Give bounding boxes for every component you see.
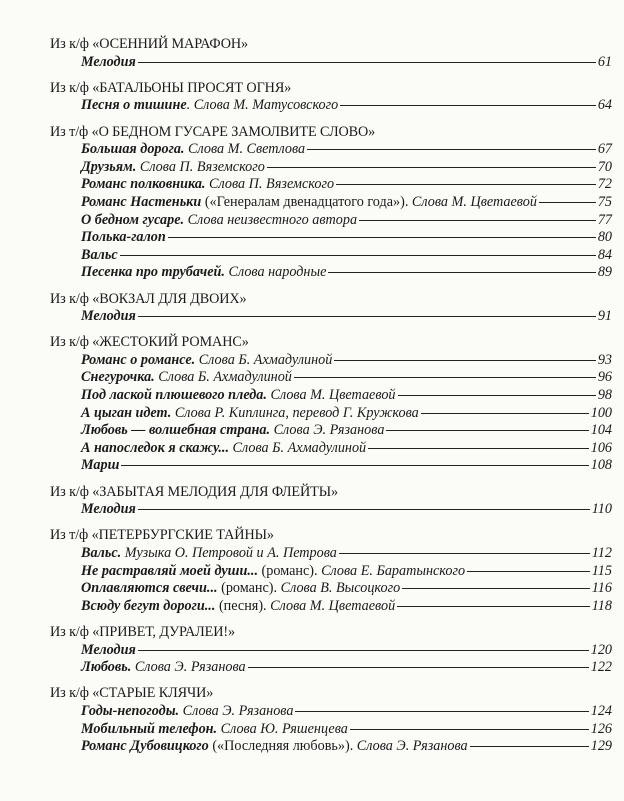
entry-credit: Музыка О. Петровой и А. Петрова bbox=[121, 545, 337, 561]
page-number: 77 bbox=[597, 211, 612, 228]
toc-section bbox=[50, 124, 612, 282]
toc-entry bbox=[50, 580, 612, 598]
entry-credit: Слова Э. Рязанова bbox=[179, 702, 294, 719]
leader-line bbox=[168, 237, 596, 238]
section-header: Из к/ф «СТАРЫЕ КЛЯЧИ» bbox=[50, 685, 214, 702]
section-header: Из к/ф «ЗАБЫТАЯ МЕЛОДИЯ ДЛЯ ФЛЕЙТЫ» bbox=[50, 483, 338, 500]
entry-text bbox=[81, 308, 136, 326]
entry-title: Оплавляются свечи... bbox=[81, 580, 218, 597]
page-number: 120 bbox=[590, 641, 612, 658]
entry-credit: Слова М. Светлова bbox=[184, 141, 306, 158]
leader-line bbox=[339, 553, 590, 554]
page-number: 129 bbox=[590, 738, 612, 755]
entry-title: Романс Настеньки bbox=[81, 193, 202, 210]
leader-line bbox=[467, 571, 590, 572]
entry-text bbox=[81, 229, 166, 247]
toc-entry bbox=[50, 642, 612, 660]
page-number: 100 bbox=[590, 404, 612, 421]
entry-credit: Слова Ю. Ряшенцева bbox=[217, 720, 348, 737]
leader-line bbox=[121, 465, 588, 466]
page-number: 110 bbox=[591, 501, 612, 518]
toc-entry bbox=[50, 264, 612, 282]
entry-text bbox=[81, 563, 465, 581]
leader-line bbox=[336, 184, 596, 185]
entry-text bbox=[81, 54, 136, 72]
toc-entry bbox=[50, 97, 612, 115]
toc-entry bbox=[50, 659, 612, 677]
page-number: 93 bbox=[597, 351, 612, 368]
entry-text bbox=[81, 405, 419, 423]
leader-line bbox=[539, 202, 596, 203]
entry-text bbox=[81, 422, 384, 440]
toc-entry bbox=[50, 176, 612, 194]
entry-text bbox=[81, 247, 118, 265]
leader-line bbox=[340, 105, 596, 106]
leader-line bbox=[294, 377, 596, 378]
leader-line bbox=[328, 272, 595, 273]
entry-title: Мелодия bbox=[81, 308, 136, 325]
entry-credit: Слова М. Цветаевой bbox=[266, 387, 396, 404]
toc-entry bbox=[50, 141, 612, 159]
entry-text bbox=[81, 457, 119, 475]
toc-entry bbox=[50, 369, 612, 387]
entry-title: А напоследок я скажу... bbox=[81, 439, 229, 456]
entry-credit: Слова Э. Рязанова bbox=[131, 659, 246, 676]
entry-title: Вальс bbox=[81, 246, 118, 263]
section-header: Из к/ф «ВОКЗАЛ ДЛЯ ДВОИХ» bbox=[50, 290, 247, 307]
page-number: 115 bbox=[591, 562, 612, 579]
entry-credit: Слова П. Вяземского bbox=[136, 158, 265, 175]
section-header: Из к/ф «БАТАЛЬОНЫ ПРОСЯТ ОГНЯ» bbox=[50, 79, 292, 96]
leader-line bbox=[120, 255, 596, 256]
toc-entry bbox=[50, 159, 612, 177]
entry-credit: Слова Р. Киплинга, перевод Г. Кружкова bbox=[171, 404, 419, 421]
entry-credit: Слова народные bbox=[224, 264, 327, 281]
entry-text bbox=[81, 721, 348, 739]
entry-credit: Слова В. Высоцкого bbox=[277, 580, 401, 597]
page-number: 126 bbox=[590, 720, 612, 737]
entry-credit: Слова Е. Баратынского bbox=[317, 562, 466, 579]
leader-line bbox=[307, 149, 596, 150]
leader-line bbox=[421, 413, 589, 414]
entry-title: Романс Дубовицкого bbox=[81, 738, 209, 755]
entry-text bbox=[81, 738, 468, 756]
page-number: 98 bbox=[597, 387, 612, 404]
entry-credit: Слова Э. Рязанова bbox=[353, 738, 468, 755]
entry-note: (романс). bbox=[217, 580, 278, 597]
entry-text bbox=[81, 369, 292, 387]
entry-text bbox=[81, 264, 326, 282]
entry-title: Любовь. bbox=[81, 659, 132, 676]
entry-text bbox=[81, 440, 366, 458]
toc-entry bbox=[50, 352, 612, 370]
page-number: 75 bbox=[597, 193, 612, 210]
entry-note: (романс). bbox=[258, 562, 318, 579]
entry-title: Мелодия bbox=[81, 53, 136, 70]
entry-title: Марш bbox=[81, 457, 120, 474]
entry-title: Романс полковника. bbox=[81, 176, 206, 193]
entry-text bbox=[81, 352, 332, 370]
leader-line bbox=[138, 509, 590, 510]
page-number: 118 bbox=[591, 597, 612, 614]
entry-title: Друзьям. bbox=[81, 158, 137, 175]
leader-line bbox=[138, 316, 596, 317]
page-number: 80 bbox=[597, 229, 612, 246]
entry-text bbox=[81, 212, 357, 230]
entry-title: Полька-галоп bbox=[81, 229, 166, 246]
toc-entry bbox=[50, 440, 612, 458]
toc-entry bbox=[50, 405, 612, 423]
entry-text bbox=[81, 545, 337, 563]
leader-line bbox=[334, 360, 595, 361]
toc-section bbox=[50, 527, 612, 615]
page-number: 67 bbox=[597, 141, 612, 158]
leader-line bbox=[368, 448, 589, 449]
toc-section bbox=[50, 334, 612, 475]
toc-entry bbox=[50, 738, 612, 756]
leader-line bbox=[397, 606, 590, 607]
entry-text bbox=[81, 642, 136, 660]
entry-credit: Слова Б. Ахмадулиной bbox=[154, 369, 292, 386]
entry-title: Песня о тишине bbox=[81, 97, 187, 114]
page-number: 96 bbox=[597, 369, 612, 386]
entry-title: Вальс. bbox=[81, 545, 122, 561]
section-header: Из т/ф «О БЕДНОМ ГУСАРЕ ЗАМОЛВИТЕ СЛОВО» bbox=[50, 123, 376, 140]
toc-entry bbox=[50, 545, 612, 563]
entry-text bbox=[81, 659, 246, 677]
entry-title: Песенка про трубачей. bbox=[81, 264, 225, 281]
entry-title: О бедном гусаре. bbox=[81, 211, 185, 228]
entry-title: Мелодия bbox=[81, 501, 136, 518]
leader-line bbox=[470, 746, 589, 747]
toc-entry bbox=[50, 422, 612, 440]
toc-section bbox=[50, 624, 612, 677]
page-number: 61 bbox=[597, 53, 612, 70]
entry-text bbox=[81, 501, 136, 519]
page-number: 104 bbox=[590, 422, 612, 439]
section-header: Из к/ф «ПРИВЕТ, ДУРАЛЕИ!» bbox=[50, 623, 235, 640]
page-number: 84 bbox=[597, 246, 612, 263]
toc-section bbox=[50, 685, 612, 755]
leader-line bbox=[402, 588, 590, 589]
entry-title: Мелодия bbox=[81, 641, 136, 658]
entry-title: А цыган идет. bbox=[81, 404, 172, 421]
section-header: Из к/ф «ЖЕСТОКИЙ РОМАНС» bbox=[50, 334, 249, 351]
toc-entry bbox=[50, 501, 612, 519]
page-number: 108 bbox=[590, 457, 612, 474]
entry-credit: . Слова М. Матусовского bbox=[186, 97, 339, 114]
leader-line bbox=[267, 167, 596, 168]
toc-section bbox=[50, 36, 612, 71]
entry-text bbox=[81, 387, 396, 405]
toc-entry bbox=[50, 308, 612, 326]
leader-line bbox=[398, 395, 596, 396]
page-number: 64 bbox=[597, 97, 612, 114]
entry-text bbox=[81, 580, 400, 598]
leader-line bbox=[386, 430, 588, 431]
toc-entry bbox=[50, 703, 612, 721]
page-number: 72 bbox=[597, 176, 612, 193]
toc-entry bbox=[50, 54, 612, 72]
page-number: 91 bbox=[597, 308, 612, 325]
leader-line bbox=[138, 650, 589, 651]
leader-line bbox=[248, 667, 589, 668]
page-number: 116 bbox=[591, 580, 612, 597]
entry-credit: Слова неизвестного автора bbox=[184, 211, 358, 228]
leader-line bbox=[359, 220, 596, 221]
entry-text bbox=[81, 703, 293, 721]
entry-title: Романс о романсе. bbox=[81, 351, 196, 368]
toc-section bbox=[50, 291, 612, 326]
entry-text bbox=[81, 159, 265, 177]
leader-line bbox=[295, 711, 588, 712]
entry-text bbox=[81, 141, 305, 159]
entry-credit: Слова Б. Ахмадулиной bbox=[229, 439, 367, 456]
section-header: Из к/ф «ОСЕННИЙ МАРАФОН» bbox=[50, 36, 248, 52]
entry-credit: Слова М. Цветаевой bbox=[408, 193, 537, 210]
page-number: 124 bbox=[590, 702, 612, 719]
toc-entry bbox=[50, 457, 612, 475]
page-number: 122 bbox=[590, 659, 612, 676]
entry-credit: Слова П. Вяземского bbox=[205, 176, 335, 193]
table-of-contents bbox=[50, 36, 612, 764]
leader-line bbox=[138, 62, 596, 63]
entry-text bbox=[81, 598, 395, 616]
entry-title: Большая дорога. bbox=[81, 141, 185, 158]
entry-title: Любовь — волшебная страна. bbox=[81, 422, 271, 439]
page-number: 112 bbox=[591, 545, 612, 561]
toc-entry bbox=[50, 212, 612, 230]
toc-entry bbox=[50, 721, 612, 739]
toc-entry bbox=[50, 229, 612, 247]
entry-note: («Последняя любовь»). bbox=[208, 738, 354, 755]
toc-entry bbox=[50, 247, 612, 265]
entry-credit: Слова Э. Рязанова bbox=[270, 422, 385, 439]
toc-entry bbox=[50, 598, 612, 616]
page-number: 106 bbox=[590, 439, 612, 456]
toc-entry bbox=[50, 194, 612, 212]
entry-note: («Генералам двенадцатого года»). bbox=[201, 193, 409, 210]
entry-text bbox=[81, 97, 338, 115]
toc-section bbox=[50, 484, 612, 519]
entry-credit: Слова М. Цветаевой bbox=[266, 597, 396, 614]
entry-text bbox=[81, 194, 537, 212]
entry-title: Всюду бегут дороги... bbox=[81, 597, 216, 614]
entry-title: Годы-непогоды. bbox=[81, 702, 180, 719]
entry-title: Не растравляй моей души... bbox=[81, 562, 258, 579]
page-number: 89 bbox=[597, 264, 612, 281]
toc-entry bbox=[50, 563, 612, 581]
toc-entry bbox=[50, 387, 612, 405]
entry-text bbox=[81, 176, 334, 194]
toc-section bbox=[50, 80, 612, 115]
entry-credit: Слова Б. Ахмадулиной bbox=[195, 351, 333, 368]
entry-title: Снегурочка. bbox=[81, 369, 155, 386]
entry-note: (песня). bbox=[215, 597, 267, 614]
entry-title: Мобильный телефон. bbox=[81, 720, 218, 737]
entry-title: Под лаской плюшевого пледа. bbox=[81, 387, 267, 404]
leader-line bbox=[350, 729, 589, 730]
page-number: 70 bbox=[597, 158, 612, 175]
section-header: Из т/ф «ПЕТЕРБУРГСКИЕ ТАЙНЫ» bbox=[50, 527, 274, 544]
